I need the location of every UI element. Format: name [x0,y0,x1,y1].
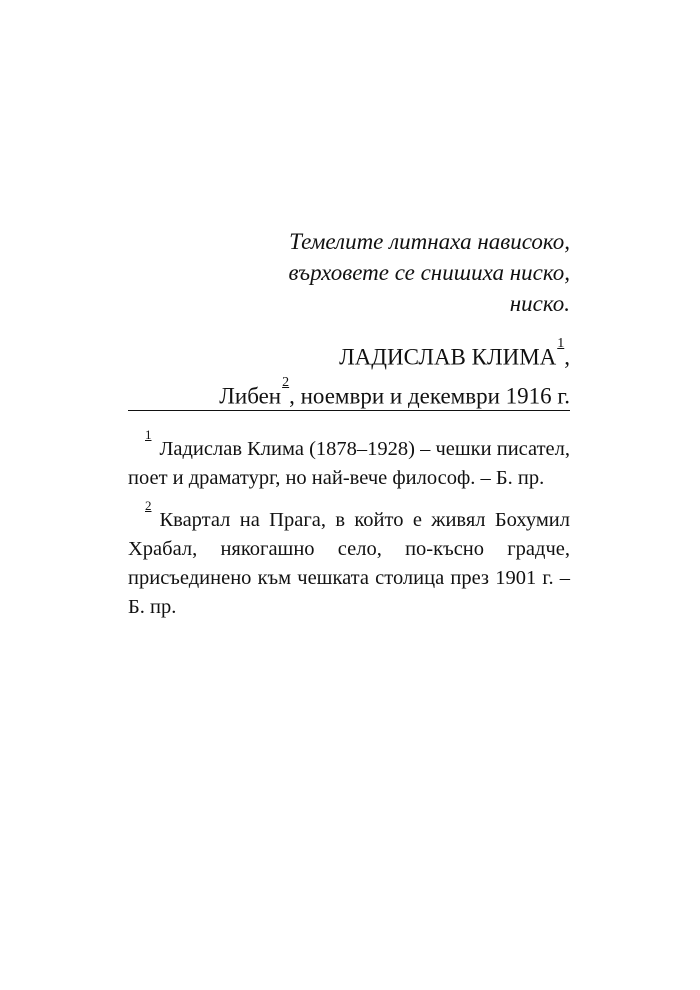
author-suffix: , [564,344,570,370]
place-name: Либен [219,383,282,409]
footnote-text: Квартал на Прага, в който е живял Бохумил Храбал, някогашно село, по-късно градче, присъединено към чешката столица през 1901 г. – Б. пр. [128,508,570,618]
footnote-divider [128,410,570,411]
footnote-number-link[interactable]: 2 [145,497,152,513]
author-name: ЛАДИСЛАВ КЛИМА [339,344,557,370]
footnote-reference-link[interactable]: 2 [282,374,290,390]
footnote-text: Ладислав Клима (1878–1928) – чешки писател, поет и драматург, но най-вече философ. – Б. пр. [128,437,570,489]
footnotes [128,428,570,628]
footnote-reference-link[interactable]: 1 [557,336,565,351]
epigraph-attribution [128,336,570,413]
footnote-number-link[interactable]: 1 [145,427,152,442]
author-line [128,336,570,375]
footnote [128,499,570,622]
date-text: , ноември и декември 1916 г. [289,383,570,409]
footnote [128,428,570,493]
epigraph [128,226,570,319]
place-date-line [128,375,570,414]
epigraph-line: ниско. [509,291,570,316]
epigraph-line: върховете се снишиха ниско, [288,260,570,285]
epigraph-line: Темелите литнаха нависоко, [289,229,570,254]
